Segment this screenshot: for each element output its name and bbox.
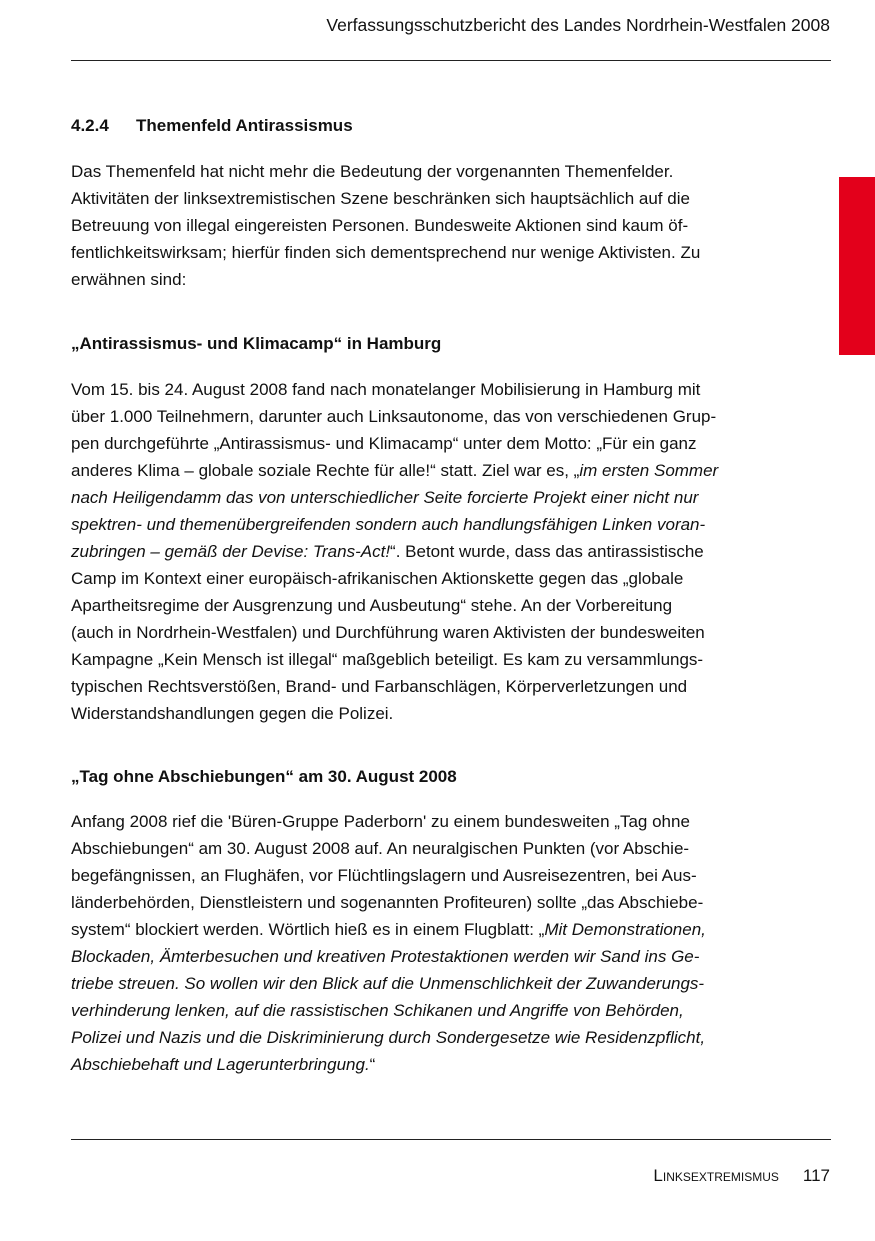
section-number: 4.2.4 xyxy=(71,116,109,135)
intro-line: fentlichkeitswirksam; hierfür finden sich dementsprechend nur wenige Aktivisten. Zu xyxy=(71,243,701,262)
text-line xyxy=(71,542,704,561)
intro-line: Aktivitäten der linksextremistischen Szene beschränken sich hauptsächlich auf die xyxy=(71,189,690,208)
intro-paragraph xyxy=(71,158,831,293)
intro-line: Betreuung von illegal eingereisten Personen. Bundesweite Aktionen sind kaum öf- xyxy=(71,216,689,235)
quoted-text: Blockaden, Ämterbesuchen und kreativen Protestaktionen werden wir Sand ins Ge- xyxy=(71,947,700,966)
text-run: Widerstandshandlungen gegen die Polizei. xyxy=(71,704,394,723)
text-run: Vom 15. bis 24. August 2008 fand nach monatelanger Mobilisierung in Hamburg mit xyxy=(71,380,701,399)
text-run: typischen Rechtsverstößen, Brand- und Farbanschlägen, Körperverletzungen und xyxy=(71,677,688,696)
page-content xyxy=(71,112,831,1078)
intro-line: erwähnen sind: xyxy=(71,270,187,289)
quoted-text: spektren- und themenübergreifenden sondern auch handlungsfähigen Linken voran- xyxy=(71,515,706,534)
text-line xyxy=(71,569,683,588)
text-run: system“ blockiert werden. Wörtlich hieß es in einem Flugblatt: „ xyxy=(71,920,545,939)
footer-rule xyxy=(71,1139,831,1140)
text-line xyxy=(71,893,703,912)
text-line xyxy=(71,1001,684,1020)
day-paragraph xyxy=(71,808,831,1078)
text-run: pen durchgeführte „Antirassismus- und Klimacamp“ unter dem Motto: „Für ein ganz xyxy=(71,434,697,453)
text-line xyxy=(71,812,690,831)
text-run: über 1.000 Teilnehmern, darunter auch Linksautonome, das von verschiedenen Grup- xyxy=(71,407,717,426)
text-line xyxy=(71,704,393,723)
section-tab-marker xyxy=(839,177,875,355)
text-run: “ xyxy=(369,1055,376,1074)
text-line xyxy=(71,488,698,507)
text-line xyxy=(71,515,705,534)
day-heading: „Tag ohne Abschiebungen“ am 30. August 2008 xyxy=(71,767,457,786)
text-line xyxy=(71,1028,705,1047)
text-line xyxy=(71,839,689,858)
camp-paragraph xyxy=(71,376,831,727)
camp-heading: „Antirassismus- und Klimacamp“ in Hamburg xyxy=(71,334,442,353)
footer-section-label: Linksextremismus xyxy=(653,1166,779,1185)
text-line xyxy=(71,974,704,993)
text-run: (auch in Nordrhein-Westfalen) und Durchführung waren Aktivisten der bundesweiten xyxy=(71,623,705,642)
text-line xyxy=(71,623,705,642)
quoted-text: verhinderung lenken, auf die rassistischen Schikanen und Angriffe von Behörden, xyxy=(71,1001,684,1020)
text-line xyxy=(71,1055,375,1074)
page-number: 117 xyxy=(802,1166,830,1185)
text-line xyxy=(71,407,716,426)
page-footer xyxy=(653,1163,830,1189)
text-run: Apartheitsregime der Ausgrenzung und Ausbeutung“ stehe. An der Vorbereitung xyxy=(71,596,673,615)
quoted-text: im ersten Sommer xyxy=(579,461,719,480)
text-run: länderbehörden, Dienstleistern und sogenannten Profiteuren) sollte „das Abschiebe- xyxy=(71,893,704,912)
text-run: Abschiebungen“ am 30. August 2008 auf. An neuralgischen Punkten (vor Abschie- xyxy=(71,839,690,858)
text-line xyxy=(71,650,703,669)
quoted-text: Mit Demonstrationen, xyxy=(544,920,706,939)
quoted-text: zubringen – gemäß der Devise: Trans-Act! xyxy=(71,542,391,561)
text-line xyxy=(71,434,697,453)
text-run: Kampagne „Kein Mensch ist illegal“ maßgeblich beteiligt. Es kam zu versammlungs- xyxy=(71,650,704,669)
text-line xyxy=(71,920,706,939)
quoted-text: triebe streuen. So wollen wir den Blick auf die Unmenschlichkeit der Zuwanderungs- xyxy=(71,974,705,993)
intro-line: Das Themenfeld hat nicht mehr die Bedeutung der vorgenannten Themenfelder. xyxy=(71,162,674,181)
text-line xyxy=(71,596,672,615)
quoted-text: nach Heiligendamm das von unterschiedlicher Seite forcierte Projekt einer nicht nur xyxy=(71,488,699,507)
quoted-text: Polizei und Nazis und die Diskriminierung durch Sondergesetze wie Residenzpflicht, xyxy=(71,1028,706,1047)
text-line xyxy=(71,677,687,696)
header-rule xyxy=(71,60,831,61)
section-title: Themenfeld Antirassismus xyxy=(136,116,353,135)
text-run: anderes Klima – globale soziale Rechte für alle!“ statt. Ziel war es, „ xyxy=(71,461,580,480)
text-run: Camp im Kontext einer europäisch-afrikanischen Aktionskette gegen das „globale xyxy=(71,569,684,588)
page-header-title: Verfassungsschutzbericht des Landes Nordrhein-Westfalen 2008 xyxy=(326,15,830,35)
text-run: begefängnissen, an Flughäfen, vor Flüchtlingslagern und Ausreisezentren, bei Aus- xyxy=(71,866,697,885)
text-run: “. Betont wurde, dass das antirassistische xyxy=(390,542,704,561)
section-heading xyxy=(71,112,831,139)
text-run: Anfang 2008 rief die 'Büren-Gruppe Paderborn' zu einem bundesweiten „Tag ohne xyxy=(71,812,690,831)
text-line xyxy=(71,947,699,966)
text-line xyxy=(71,380,700,399)
text-line xyxy=(71,866,697,885)
text-line xyxy=(71,461,718,480)
quoted-text: Abschiebehaft und Lagerunterbringung. xyxy=(71,1055,370,1074)
